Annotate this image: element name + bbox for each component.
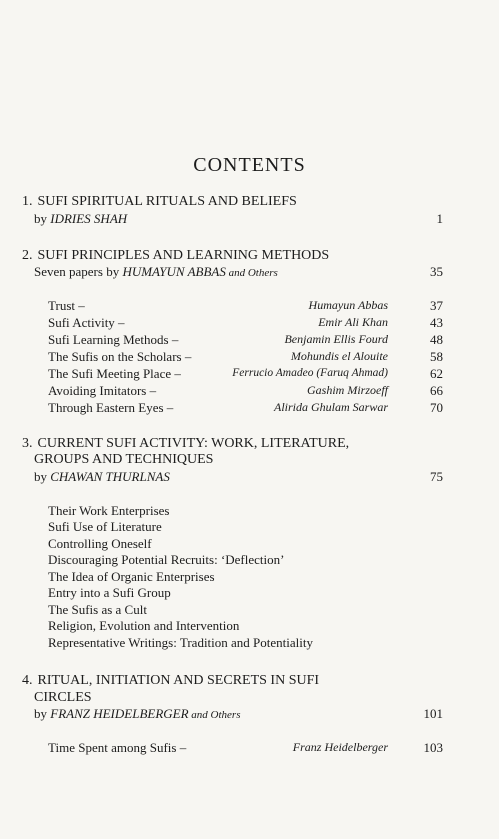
entry-title: The Sufi Meeting Place –	[48, 366, 181, 381]
entry-title: The Sufis on the Scholars –	[48, 349, 192, 364]
section-4-byline	[34, 706, 444, 723]
section-1-byline	[34, 211, 444, 227]
entry-author: Franz Heidelberger	[292, 740, 388, 754]
entry-author: Emir Ali Khan	[318, 315, 388, 329]
entry-title: Trust –	[48, 298, 85, 313]
section-3-byline	[34, 469, 444, 485]
toc-entry	[48, 382, 443, 399]
entry-author: Benjamin Ellis Fourd	[284, 332, 388, 346]
toc-item: The Sufis as a Cult	[48, 602, 147, 617]
section-author: FRANZ HEIDELBERGER	[50, 706, 189, 721]
toc-entry	[48, 399, 443, 416]
toc-item: Representative Writings: Tradition and Potentiality	[48, 635, 313, 650]
section-title: CURRENT SUFI ACTIVITY: WORK, LITERATURE,	[37, 436, 350, 451]
section-3-heading	[22, 436, 442, 452]
and-others: and Others	[188, 709, 241, 721]
entry-author: Ferrucio Amadeo (Faruq Ahmad)	[232, 367, 388, 379]
entry-page: 66	[430, 383, 443, 398]
section-1-page: 1	[436, 211, 443, 226]
toc-item: Controlling Oneself	[48, 536, 152, 551]
section-4-heading	[22, 673, 442, 689]
section-author: CHAWAN THURLNAS	[50, 469, 170, 484]
section-number: 4.	[22, 673, 33, 688]
section-author: IDRIES SHAH	[50, 211, 128, 226]
entry-page: 70	[430, 400, 443, 415]
page-title: CONTENTS	[193, 154, 306, 176]
section-number: 3.	[22, 436, 33, 451]
section-number: 2.	[22, 248, 33, 263]
entry-author: Humayun Abbas	[308, 298, 388, 312]
entry-page: 48	[430, 332, 443, 347]
entry-title: Time Spent among Sufis –	[48, 740, 187, 755]
entry-author: Gashim Mirzoeff	[307, 383, 388, 397]
entry-page: 43	[430, 315, 443, 330]
section-1-heading	[22, 194, 442, 210]
and-others: and Others	[225, 267, 278, 279]
entry-title: Sufi Activity –	[48, 315, 125, 330]
section-3-heading-line2	[34, 452, 454, 468]
toc-entry	[48, 331, 443, 348]
entry-page: 37	[430, 298, 443, 313]
section-author: HUMAYUN ABBAS	[122, 264, 226, 279]
by-prefix: by	[34, 706, 51, 721]
section-title-continued: GROUPS AND TECHNIQUES	[34, 452, 214, 467]
entry-title: Sufi Learning Methods –	[48, 332, 179, 347]
by-prefix: by	[34, 469, 51, 484]
section-title: RITUAL, INITIATION AND SECRETS IN SUFI	[37, 673, 320, 688]
section-number: 1.	[22, 194, 33, 209]
section-4-heading-line2	[34, 690, 454, 706]
entry-page: 103	[423, 740, 443, 755]
section-4-page: 101	[423, 706, 443, 721]
by-prefix: Seven papers by	[34, 264, 123, 279]
entry-author: Mohundis el Alouite	[290, 349, 388, 363]
toc-entry	[48, 365, 443, 382]
entry-page: 62	[430, 366, 443, 381]
entry-page: 58	[430, 349, 443, 364]
entry-title: Through Eastern Eyes –	[48, 400, 174, 415]
by-prefix: by	[34, 211, 51, 226]
entry-author: Alirida Ghulam Sarwar	[273, 400, 388, 414]
toc-entry	[48, 297, 443, 314]
section-2-heading	[22, 248, 442, 264]
section-2-byline	[34, 264, 444, 281]
entry-title: Avoiding Imitators –	[48, 383, 157, 398]
toc-entry	[48, 739, 443, 756]
toc-item: The Idea of Organic Enterprises	[48, 569, 215, 584]
toc-item: Sufi Use of Literature	[48, 519, 162, 534]
section-2-page: 35	[430, 264, 443, 279]
section-title: SUFI PRINCIPLES AND LEARNING METHODS	[37, 248, 330, 263]
toc-entry	[48, 348, 443, 365]
toc-entry	[48, 314, 443, 331]
toc-item: Entry into a Sufi Group	[48, 585, 171, 600]
section-title: SUFI SPIRITUAL RITUALS AND BELIEFS	[37, 194, 297, 209]
section-3-page: 75	[430, 469, 443, 484]
toc-item: Religion, Evolution and Intervention	[48, 618, 240, 633]
section-title-continued: CIRCLES	[34, 690, 92, 705]
toc-item: Discouraging Potential Recruits: ‘Deflection’	[48, 552, 285, 567]
toc-item: Their Work Enterprises	[48, 503, 170, 518]
